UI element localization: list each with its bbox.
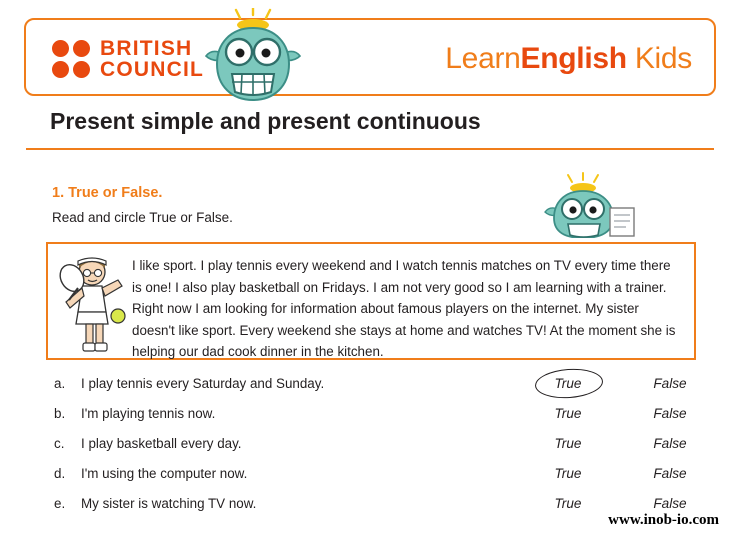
question-text: My sister is watching TV now.	[81, 496, 257, 511]
british-council-logo	[52, 38, 204, 81]
brand-line-1: BRITISH	[100, 37, 193, 60]
page-header	[24, 18, 716, 96]
answer-true-option[interactable]: True	[554, 376, 582, 391]
question-text: I'm playing tennis now.	[81, 406, 216, 421]
page-title: Present simple and present continuous	[50, 108, 481, 134]
table-row	[46, 400, 706, 430]
question-label: b.	[54, 406, 66, 421]
answer-false-option[interactable]: False	[653, 406, 687, 421]
monster-mascot-small-icon	[538, 172, 642, 238]
question-text: I play basketball every day.	[81, 436, 242, 451]
logo-learn: Learn	[445, 42, 521, 75]
monster-mascot-icon	[194, 8, 312, 104]
answer-false-option[interactable]: False	[653, 436, 687, 451]
answer-true-option[interactable]: True	[554, 496, 582, 511]
title-divider	[26, 148, 714, 150]
answer-false-option[interactable]: False	[653, 466, 687, 481]
british-council-dots-icon	[52, 40, 90, 78]
answer-false-option[interactable]: False	[653, 496, 687, 511]
question-text: I play tennis every Saturday and Sunday.	[81, 376, 325, 391]
question-text: I'm using the computer now.	[81, 466, 248, 481]
question-label: e.	[54, 496, 66, 511]
question-label: d.	[54, 466, 66, 481]
logo-kids: Kids	[634, 42, 692, 75]
british-council-wordmark	[100, 38, 204, 81]
answer-true-option[interactable]: True	[554, 466, 582, 481]
exercise-heading: 1. True or False.	[52, 185, 163, 201]
tennis-girl-illustration	[56, 250, 132, 354]
question-list	[46, 370, 706, 520]
watermark-text: www.inob-io.com	[608, 512, 719, 528]
learnenglish-kids-logo	[445, 42, 692, 76]
table-row	[46, 490, 706, 520]
logo-english: English	[520, 42, 627, 75]
answer-false-option[interactable]: False	[653, 376, 687, 391]
table-row	[46, 430, 706, 460]
question-label: c.	[54, 436, 65, 451]
reading-passage-box	[46, 242, 696, 360]
table-row	[46, 370, 706, 400]
exercise-instruction: Read and circle True or False.	[52, 210, 233, 225]
answer-true-option[interactable]: True	[554, 436, 582, 451]
passage-text: I like sport. I play tennis every weekend and I watch tennis matches on TV every time there is one! I also play basketball on Fridays. I am not very good so I am learning with a trainer. Right now I am looking for information about famous players on the internet. My sister doesn't like sport. Every weekend she stays at home and watches TV! At the moment she is helping our dad cook dinner in the kitchen.	[132, 258, 676, 359]
answer-true-option[interactable]: True	[554, 406, 582, 421]
question-label: a.	[54, 376, 66, 391]
table-row	[46, 460, 706, 490]
brand-line-2: COUNCIL	[100, 58, 205, 82]
